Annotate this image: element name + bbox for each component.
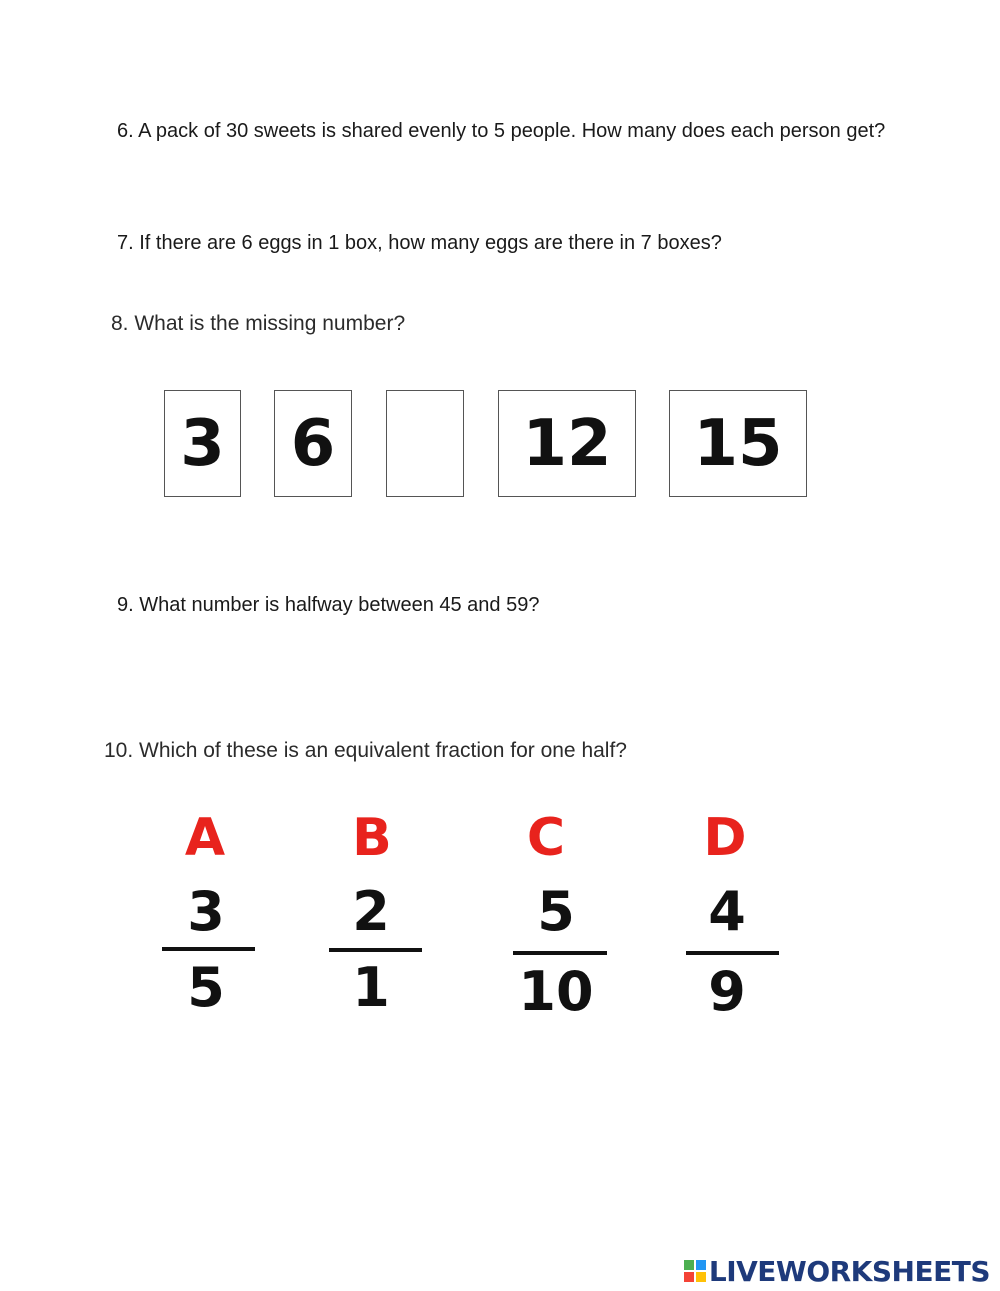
option-c-fraction-bar bbox=[513, 951, 607, 955]
sequence-box-2: 6 bbox=[274, 390, 352, 497]
logo-square-blue bbox=[696, 1260, 706, 1270]
question-9: 9. What number is halfway between 45 and 59? bbox=[117, 594, 540, 616]
liveworksheets-logo[interactable] bbox=[684, 1254, 990, 1288]
question-7: 7. If there are 6 eggs in 1 box, how many eggs are there in 7 boxes? bbox=[117, 232, 722, 254]
question-8: 8. What is the missing number? bbox=[111, 312, 406, 335]
sequence-box-5: 15 bbox=[669, 390, 807, 497]
option-d-fraction-bar bbox=[686, 951, 779, 955]
logo-square-green bbox=[684, 1260, 694, 1270]
option-c-numerator: 5 bbox=[537, 880, 575, 943]
option-b-fraction-bar bbox=[329, 948, 422, 952]
logo-square-red bbox=[684, 1272, 694, 1282]
logo-square-yellow bbox=[696, 1272, 706, 1282]
option-b-letter: B bbox=[352, 808, 392, 868]
option-b-numerator: 2 bbox=[352, 880, 390, 943]
option-a-fraction-bar bbox=[162, 947, 255, 951]
liveworksheets-logo-icon bbox=[684, 1260, 706, 1282]
option-c-denominator: 10 bbox=[518, 960, 594, 1023]
sequence-box-4: 12 bbox=[498, 390, 636, 497]
question-6: 6. A pack of 30 sweets is shared evenly to 5 people. How many does each person get? bbox=[117, 120, 886, 142]
question-10: 10. Which of these is an equivalent fraction for one half? bbox=[104, 739, 627, 762]
option-c-letter: C bbox=[526, 808, 566, 868]
option-a-numerator: 3 bbox=[187, 880, 225, 943]
option-b-denominator: 1 bbox=[352, 956, 390, 1019]
option-d-letter: D bbox=[703, 808, 747, 868]
option-d-numerator: 4 bbox=[708, 880, 746, 943]
sequence-box-1: 3 bbox=[164, 390, 241, 497]
option-d-denominator: 9 bbox=[708, 960, 746, 1023]
brand-name: LIVEWORKSHEETS bbox=[708, 1254, 990, 1288]
option-a-denominator: 5 bbox=[187, 956, 225, 1019]
option-a-letter: A bbox=[184, 808, 226, 868]
sequence-box-missing[interactable] bbox=[386, 390, 464, 497]
